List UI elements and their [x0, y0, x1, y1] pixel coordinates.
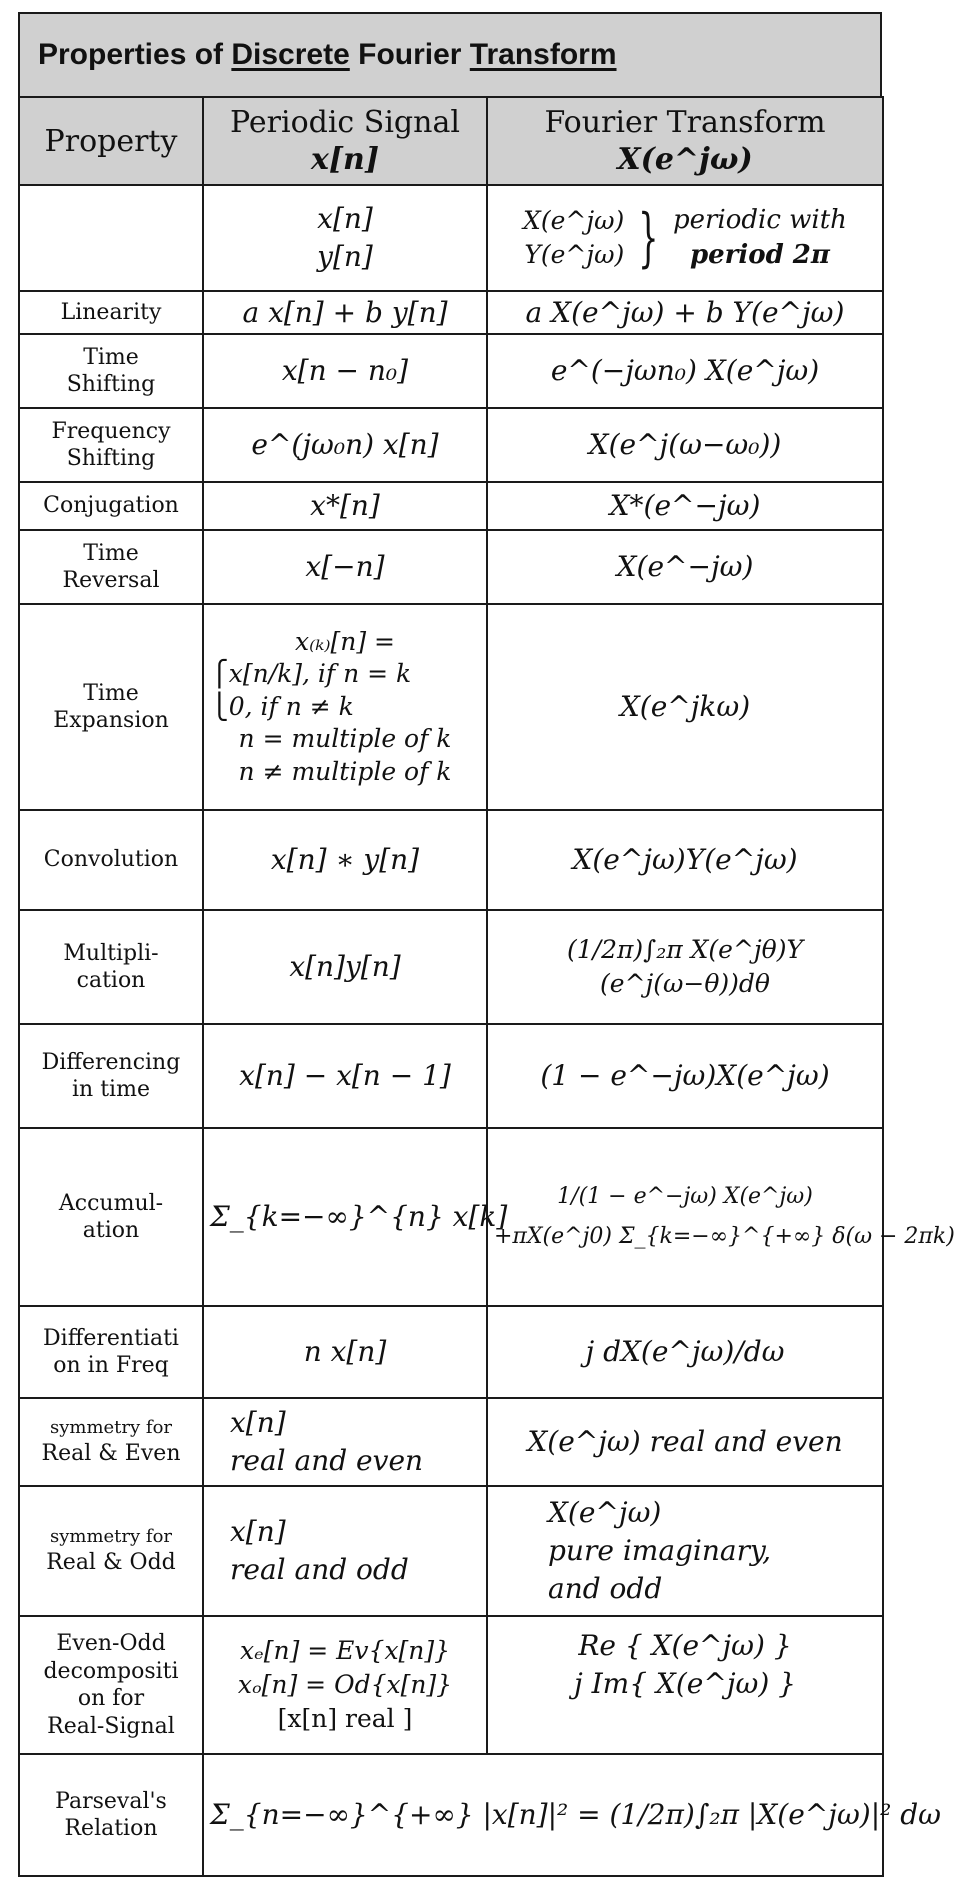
- table-row: [19, 1616, 883, 1754]
- transform-cell: X(e^jkω): [487, 604, 883, 810]
- transform-cell: X(e^jω)Y(e^jω): [487, 810, 883, 910]
- transform-cell: X(e^j(ω−ω₀)): [487, 408, 883, 482]
- property-cell: Parseval's Relation: [19, 1754, 203, 1876]
- dtft-properties-sheet: [18, 12, 955, 1877]
- signal-cell: x[n] real and even: [203, 1398, 487, 1486]
- header-signal-label: Periodic Signal: [230, 105, 460, 140]
- properties-table: [18, 96, 955, 1877]
- signal-cell: x*[n]: [203, 482, 487, 530]
- table-row: [19, 604, 883, 810]
- property-cell: Differentiati on in Freq: [19, 1306, 203, 1398]
- transform-cell: e^(−jωn₀) X(e^jω): [487, 334, 883, 408]
- signal-cell: x[−n]: [203, 530, 487, 604]
- signal-cell: x[n] real and odd: [203, 1486, 487, 1616]
- property-cell: Conjugation: [19, 482, 203, 530]
- property-cell: Even-Odd decompositi on for Real-Signal: [19, 1616, 203, 1754]
- transform-cell: X(e^−jω): [487, 530, 883, 604]
- property-cell: symmetry for Real & Odd: [19, 1486, 203, 1616]
- header-signal-symbol: x[n]: [310, 142, 380, 177]
- transform-cell: Re { X(e^jω) } j Im{ X(e^jω) }: [487, 1616, 883, 1754]
- header-transform-symbol: X(e^jω): [617, 142, 753, 177]
- table-row: [19, 482, 883, 530]
- property-cell: Linearity: [19, 291, 203, 334]
- signal-cell: x[n] ∗ y[n]: [203, 810, 487, 910]
- signal-cell: x[n] y[n]: [203, 185, 487, 291]
- table-row: [19, 334, 883, 408]
- parseval-relation-cell: Σ_{n=−∞}^{+∞} |x[n]|² = (1/2π)∫₂π |X(e^jω)|² dω: [203, 1754, 883, 1876]
- property-cell: Multipli- cation: [19, 910, 203, 1024]
- transform-cell: X(e^jω) real and even: [487, 1398, 883, 1486]
- title-word-discrete: Discrete: [231, 38, 350, 71]
- header-property: Property: [19, 97, 203, 185]
- title-prefix: Properties of: [38, 38, 232, 71]
- curly-brace-icon: }: [638, 201, 659, 275]
- header-row: [19, 97, 883, 185]
- signal-cell: x[n] − x[n − 1]: [203, 1024, 487, 1128]
- signal-cell: xₑ[n] = Ev{x[n]} xₒ[n] = Od{x[n]} [x[n] real ]: [203, 1616, 487, 1754]
- property-cell: Convolution: [19, 810, 203, 910]
- transform-cell: a X(e^jω) + b Y(e^jω): [487, 291, 883, 334]
- transform-cell: X(e^jω) pure imaginary, and odd: [487, 1486, 883, 1616]
- signal-cell: e^(jω₀n) x[n]: [203, 408, 487, 482]
- property-cell: Accumul- ation: [19, 1128, 203, 1306]
- property-cell: Time Expansion: [19, 604, 203, 810]
- signal-cell: x₍ₖ₎[n] = ⎧x[n/k], if n = k ⎩0, if n ≠ k n = multiple of k n ≠ multiple of k: [203, 604, 487, 810]
- table-row: [19, 1128, 883, 1306]
- page-title: [18, 12, 882, 96]
- table-row: [19, 810, 883, 910]
- signal-cell: x[n]y[n]: [203, 910, 487, 1024]
- transform-cell: X(e^jω) Y(e^jω) } periodic with period 2π: [487, 185, 883, 291]
- transform-cell: X*(e^−jω): [487, 482, 883, 530]
- property-cell: [19, 185, 203, 291]
- property-cell: Time Reversal: [19, 530, 203, 604]
- table-row: [19, 1024, 883, 1128]
- signal-cell: x[n − n₀]: [203, 334, 487, 408]
- table-row: [19, 910, 883, 1024]
- table-row: [19, 1486, 883, 1616]
- header-signal: [203, 97, 487, 185]
- table-row: [19, 530, 883, 604]
- property-cell: Time Shifting: [19, 334, 203, 408]
- table-row: [19, 408, 883, 482]
- header-transform: [487, 97, 883, 185]
- transform-cell: j dX(e^jω)/dω: [487, 1306, 883, 1398]
- table-row: [19, 1398, 883, 1486]
- signal-cell: a x[n] + b y[n]: [203, 291, 487, 334]
- transform-cell: 1/(1 − e^−jω) X(e^jω) +πX(e^j0) Σ_{k=−∞}^{+∞} δ(ω − 2πk): [487, 1128, 883, 1306]
- header-transform-label: Fourier Transform: [544, 105, 826, 140]
- signal-cell: n x[n]: [203, 1306, 487, 1398]
- transform-cell: (1/2π)∫₂π X(e^jθ)Y (e^j(ω−θ))dθ: [487, 910, 883, 1024]
- property-cell: Differencing in time: [19, 1024, 203, 1128]
- transform-cell: (1 − e^−jω)X(e^jω): [487, 1024, 883, 1128]
- title-word-transform: Transform: [469, 38, 617, 71]
- property-cell: symmetry for Real & Even: [19, 1398, 203, 1486]
- table-row: [19, 291, 883, 334]
- table-row: [19, 1306, 883, 1398]
- table-row: [19, 1754, 883, 1876]
- title-mid: Fourier: [349, 38, 470, 71]
- signal-cell: Σ_{k=−∞}^{n} x[k]: [203, 1128, 487, 1306]
- property-cell: Frequency Shifting: [19, 408, 203, 482]
- table-row: [19, 185, 883, 291]
